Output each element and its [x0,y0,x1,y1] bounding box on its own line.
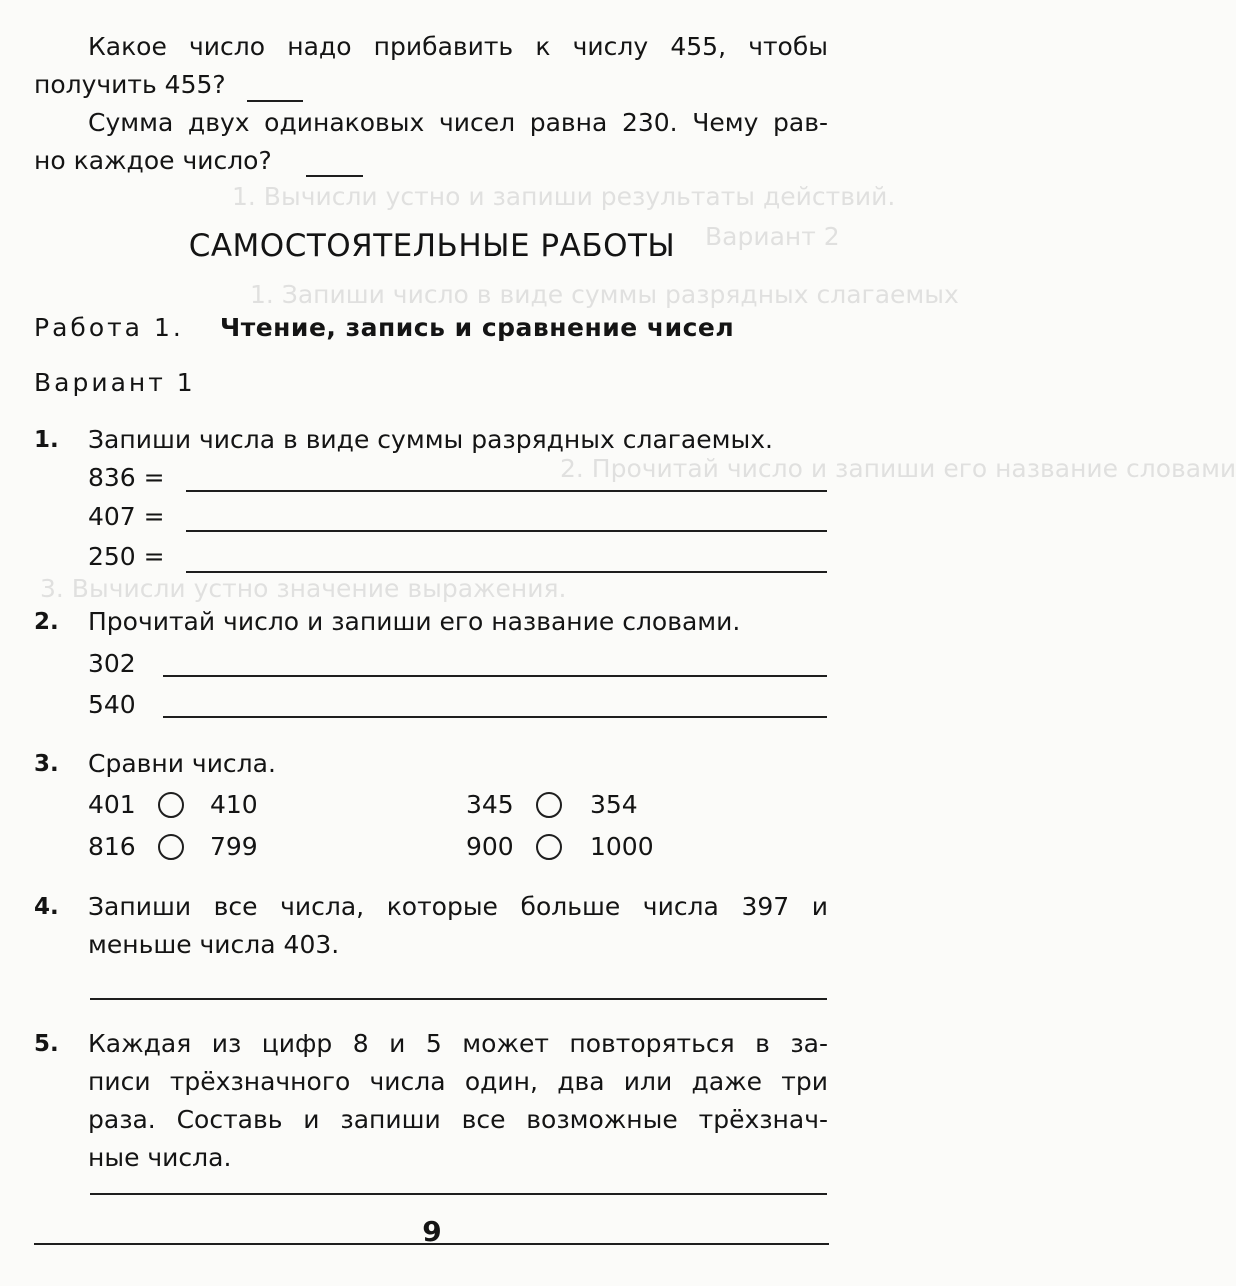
answer-line[interactable] [90,998,827,1000]
answer-line[interactable] [163,675,827,677]
intro-question-1-line-1: Какое число надо прибавить к числу 455, чтобы [88,32,828,61]
compare-circle[interactable] [158,834,184,860]
task-2-text: Прочитай число и запиши его название словами. [88,607,741,636]
task-2-item-302: 302 [88,649,136,678]
bleed-through-text: 3. Вычисли устно значение выражения. [40,574,567,603]
compare-right-number: 354 [590,790,638,819]
bleed-through-text: Вариант 2 [705,222,840,251]
compare-left-number: 345 [466,790,514,819]
task-5-text-line-3: раза. Составь и запиши все возможные трёхзнач- [88,1105,828,1134]
work-title: Чтение, запись и сравнение чисел [220,313,735,342]
compare-left-number: 401 [88,790,136,819]
answer-line[interactable] [90,1193,827,1195]
task-2-number: 2. [34,609,59,635]
variant-label: Вариант 1 [34,368,196,397]
task-5-number: 5. [34,1031,59,1057]
answer-line[interactable] [163,716,827,718]
work-label: Работа 1. [34,313,184,342]
bleed-through-text: 1. Запиши число в виде суммы разрядных слагаемых [250,280,959,309]
answer-line[interactable] [247,100,303,102]
intro-question-1-line-2: получить 455? [34,70,226,99]
bleed-through-text: 2. Прочитай число и запиши его название словами [560,454,1236,483]
compare-circle[interactable] [536,834,562,860]
compare-right-number: 799 [210,832,258,861]
compare-circle[interactable] [536,792,562,818]
answer-line[interactable] [186,571,827,573]
task-5-text-line-2: писи трёхзначного числа один, два или даже три [88,1067,828,1096]
task-3-text: Сравни числа. [88,749,276,778]
task-2-item-540: 540 [88,690,136,719]
bleed-through-text: 1. Вычисли устно и запиши результаты действий. [232,182,896,211]
compare-circle[interactable] [158,792,184,818]
task-1-item-407: 407 = [88,502,165,531]
task-4-text-line-2: меньше числа 403. [88,930,340,959]
task-4-number: 4. [34,894,59,920]
task-1-item-250: 250 = [88,542,165,571]
page-heading: САМОСТОЯТЕЛЬНЫЕ РАБОТЫ [188,228,676,264]
compare-left-number: 900 [466,832,514,861]
task-1-item-836: 836 = [88,463,165,492]
answer-line[interactable] [306,175,363,177]
task-3-number: 3. [34,751,59,777]
intro-question-2-line-1: Сумма двух одинаковых чисел равна 230. Чему рав- [88,108,828,137]
compare-right-number: 410 [210,790,258,819]
task-1-number: 1. [34,427,59,453]
compare-left-number: 816 [88,832,136,861]
answer-line[interactable] [186,530,827,532]
task-5-text-line-1: Каждая из цифр 8 и 5 может повторяться в за- [88,1029,828,1058]
footer-divider [34,1243,829,1245]
task-5-text-line-4: ные числа. [88,1143,232,1172]
compare-right-number: 1000 [590,832,654,861]
answer-line[interactable] [186,490,827,492]
intro-question-2-line-2: но каждое число? [34,146,272,175]
task-1-text: Запиши числа в виде суммы разрядных слагаемых. [88,425,773,454]
page-number: 9 [422,1215,442,1248]
task-4-text-line-1: Запиши все числа, которые больше числа 397 и [88,892,828,921]
